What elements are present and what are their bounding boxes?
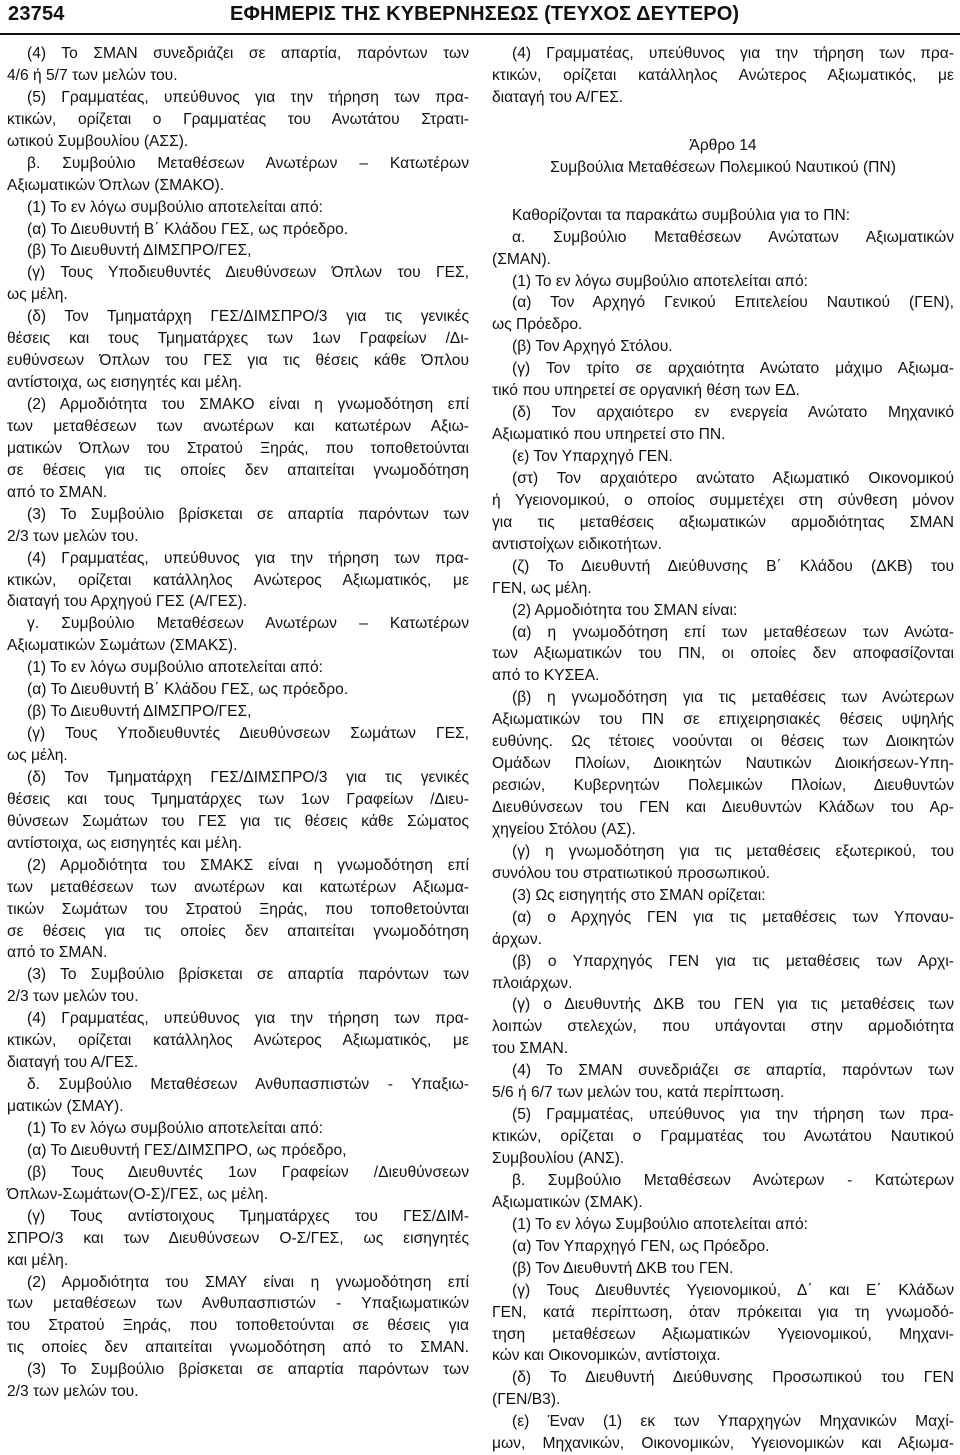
text-line: τις οποίες δεν απαιτείται γνωμοδότηση από το ΣΜΑΝ. — [7, 1339, 469, 1357]
text-line: (4) Το ΣΜΑΝ συνεδριάζει σε απαρτία, παρόντων των — [27, 45, 469, 62]
text-line — [492, 179, 954, 205]
text-line: ευθύνσεων Όπλων του ΓΕΣ για τις θέσεις κάθε Όπλου — [7, 352, 469, 370]
text-line: Άρθρο 14 — [689, 136, 757, 154]
text-line: θέσεις και τους Τμηματάρχες των 1ων Γραφείων /Διευ- — [7, 790, 469, 808]
text-line: (1) Το εν λόγω συμβούλιο αποτελείται από: — [512, 272, 808, 290]
text-line: κτικών, ορίζεται ο Γραμματέας του Ανωτάτου Ναυτικού — [492, 1128, 954, 1146]
text-line: Διευθύνσεων του ΓΕΝ και Διευθυντών Κλάδων του Αρ- — [492, 799, 954, 816]
text-line: κτικών, ορίζεται κατάλληλος Ανώτερος Αξιωματικός, με — [7, 1032, 469, 1050]
right-column — [492, 43, 954, 1455]
text-line: (στ) Τον αρχαιότερο ανώτατο Αξιωματικό Οικονομικού — [512, 469, 954, 487]
text-line: σε θέσεις για τις οποίες δεν απαιτείται γνωμοδότηση — [7, 922, 469, 940]
text-line: Καθορίζονται τα παρακάτω συμβούλια για το ΠΝ: — [512, 206, 851, 224]
text-line: Αξιωματικών Σωμάτων (ΣΜΑΚΣ). — [7, 637, 238, 655]
text-line: (5) Γραμματέας, υπεύθυνος για την τήρηση των πρα- — [512, 1106, 954, 1124]
text-line: διαταγή του Α/ΓΕΣ. — [492, 88, 624, 106]
text-line: (α) ο Αρχηγός ΓΕΝ για τις μεταθέσεις των Υποναυ- — [512, 908, 954, 926]
text-line: (ε) Τον Υπαρχηγό ΓΕΝ. — [512, 448, 673, 465]
text-line: από το ΣΜΑΝ. — [7, 483, 108, 501]
text-line: (δ) Τον Τμηματάρχη ΓΕΣ/ΔΙΜΣΠΡΟ/3 για τις γενικές — [27, 308, 469, 326]
text-line: (α) Το Διευθυντή ΓΕΣ/ΔΙΜΣΠΡΟ, ως πρόεδρο, — [27, 1141, 347, 1159]
text-line: από το ΣΜΑΝ. — [7, 944, 108, 962]
text-line: πλοιάρχων. — [492, 974, 573, 992]
text-line: 5/6 ή 6/7 των μελών του, κατά περίπτωση. — [492, 1084, 785, 1102]
text-line: (4) Γραμματέας, υπεύθυνος για την τήρηση των πρα- — [512, 45, 954, 62]
text-line: ως μέλη. — [7, 286, 68, 304]
text-line: θύνσεων Σωμάτων του ΓΕΣ για τις θέσεις κάθε Σώματος — [7, 812, 469, 830]
text-line: Αξιωματικό που υπηρετεί στο ΠΝ. — [492, 426, 726, 444]
text-line: 2/3 των μελών του. — [7, 1383, 139, 1401]
text-line: (2) Αρμοδιότητα του ΣΜΑΝ είναι: — [512, 601, 738, 619]
text-line: Συμβούλια Μεταθέσεων Πολεμικού Ναυτικού (ΠΝ) — [550, 158, 896, 176]
text-line: (α) Τον Υπαρχηγό ΓΕΝ, ως Πρόεδρο. — [512, 1237, 770, 1255]
text-line: (ΣΜΑΝ). — [492, 250, 552, 268]
text-line: (γ) Τους Υποδιευθυντές Διευθύνσεων Σωμάτων ΓΕΣ, — [27, 725, 469, 743]
text-line: θέσεις και τους Τμηματάρχες των 1ων Γραφείων /Δι- — [7, 330, 469, 348]
text-line: 2/3 των μελών του. — [7, 527, 139, 545]
text-line: (3) Το Συμβούλιο βρίσκεται σε απαρτία παρόντων των — [27, 966, 469, 984]
text-line: (ζ) Το Διευθυντή Διεύθυνσης Β΄ Κλάδου (ΔΚΒ) του — [512, 557, 954, 575]
text-line: β. Συμβούλιο Μεταθέσεων Ανωτέρων – Κατωτέρων — [27, 154, 469, 172]
text-line — [492, 109, 954, 135]
text-line: Αξιωματικών Όπλων (ΣΜΑΚΟ). — [7, 176, 225, 194]
text-line: των Αξιωματικών του ΠΝ, οι οποίες δεν αποφασίζονται — [492, 645, 954, 663]
text-line: διαταγή του Α/ΓΕΣ. — [7, 1054, 139, 1072]
gazette-title: ΕΦΗΜΕΡΙΣ ΤΗΣ ΚΥΒΕΡΝΗΣΕΩΣ (ΤΕΥΧΟΣ ΔΕΥΤΕΡΟ) — [230, 3, 740, 25]
text-line: (γ) Τους Υποδιευθυντές Διευθύνσεων Όπλων του ΓΕΣ, — [27, 264, 469, 282]
text-line: γ. Συμβούλιο Μεταθέσεων Ανωτέρων – Κατωτέρων — [27, 615, 469, 633]
text-line: κτικών, ορίζεται κατάλληλος Ανώτερος Αξιωματικός, με — [492, 66, 954, 84]
text-line: Ομάδων Πλοίων, Διοικητών Ναυτικών Διοικήσεων-Υπη- — [492, 755, 954, 773]
text-line: ρεσιών, Κυβερνητών Πολεμικών Πλοίων, Διευθυντών — [492, 777, 954, 795]
text-line: άρχων. — [492, 930, 542, 948]
text-line: λοιπών στελεχών, που υπάγονται στην αρμοδιότητα — [492, 1018, 954, 1036]
text-line: (γ) η γνωμοδότηση για τις μεταθέσεις εξωτερικού, του — [512, 842, 954, 860]
text-line: 4/6 ή 5/7 των μελών του. — [7, 66, 178, 84]
text-line: δ. Συμβούλιο Μεταθέσεων Ανθυπασπιστών - Υπαξιω- — [27, 1076, 469, 1094]
text-line: (β) Τον Αρχηγό Στόλου. — [512, 338, 673, 356]
text-line: (β) Το Διευθυντή ΔΙΜΣΠΡΟ/ΓΕΣ, — [27, 703, 252, 721]
text-line: (β) η γνωμοδότηση για τις μεταθέσεις των Ανώτερων — [512, 689, 954, 707]
text-line: (3) Το Συμβούλιο βρίσκεται σε απαρτία παρόντων των — [27, 505, 469, 523]
text-line: α. Συμβούλιο Μεταθέσεων Ανώτατων Αξιωματικών — [512, 228, 954, 246]
header-rule — [0, 33, 960, 35]
text-line: ματικών (ΣΜΑΥ). — [7, 1098, 124, 1115]
text-line: (α) Το Διευθυντή Β΄ Κλάδου ΓΕΣ, ως πρόεδρο. — [27, 681, 349, 699]
text-line: (γ) ο Διευθυντής ΔΚΒ του ΓΕΝ για τις μεταθέσεις των — [512, 996, 954, 1014]
text-line: ματικών Όπλων του Στρατού Ξηράς, που τοποθετούνται — [7, 439, 469, 457]
text-line: ΓΕΝ, ως μέλη. — [492, 579, 592, 597]
text-line: ευθύνης. Ως τέτοιες νοούνται οι θέσεις των Διοικητών — [492, 733, 954, 751]
text-line: από το ΚΥΣΕΑ. — [492, 667, 600, 685]
text-line: (δ) Τον Τμηματάρχη ΓΕΣ/ΔΙΜΣΠΡΟ/3 για τις γενικές — [27, 768, 469, 786]
page-number: 23754 — [8, 3, 65, 25]
text-line: (4) Γραμματέας, υπεύθυνος για την τήρηση των πρα- — [27, 549, 469, 567]
text-line: (β) Τον Διευθυντή ΔΚΒ του ΓΕΝ. — [512, 1259, 734, 1277]
text-line: (ΓΕΝ/Β3). — [492, 1391, 561, 1409]
text-line: σε θέσεις για τις οποίες δεν απαιτείται γνωμοδότηση — [7, 461, 469, 479]
text-line: και μέλη. — [7, 1251, 69, 1269]
text-line: (2) Αρμοδιότητα του ΣΜΑΚΣ είναι η γνωμοδότηση επί — [27, 856, 469, 874]
text-line: (δ) Τον αρχαιότερο εν ενεργεία Ανώτατο Μηχανικό — [512, 404, 954, 422]
text-line: του Στρατού Ξηράς, που τοποθετούνται σε θέσεις για — [7, 1317, 469, 1335]
text-line: τικό που υπηρετεί σε οργανική θέση των ΕΔ. — [492, 382, 800, 400]
text-line: Αξιωματικών (ΣΜΑΚ). — [492, 1193, 643, 1211]
text-line: (1) Το εν λόγω συμβούλιο αποτελείται από: — [27, 198, 323, 216]
text-line: (3) Το Συμβούλιο βρίσκεται σε απαρτία παρόντων των — [27, 1361, 469, 1379]
text-line: των μεταθέσεων των ανωτέρων και κατωτέρων Αξιωμα- — [7, 878, 469, 896]
text-line: μων, Μηχανικών, Οικονομικών, Υγειονομικών και Αξιωμα- — [492, 1435, 954, 1453]
text-line: του ΣΜΑΝ. — [492, 1040, 569, 1058]
text-line: (α) Τον Αρχηγό Γενικού Επιτελείου Ναυτικού (ΓΕΝ), — [512, 294, 954, 312]
text-line: τηση μεταθέσεων Αξιωματικών Υγειονομικού, Μηχανι- — [492, 1325, 954, 1343]
text-line: τικών Σωμάτων του Στρατού Ξηράς, που τοποθετούνται — [7, 900, 469, 918]
text-line: (γ) Τον τρίτο σε αρχαιότητα Ανώτατο μάχιμο Αξιωμα- — [512, 360, 954, 378]
text-line: (4) Το ΣΜΑΝ συνεδριάζει σε απαρτία, παρόντων των — [512, 1062, 954, 1080]
text-line: ή Υγειονομικού, ο οποίος συμμετέχει στη σύνθεση μόνον — [492, 491, 954, 509]
text-line: ως Πρόεδρο. — [492, 316, 583, 334]
text-line: (γ) Τους Διευθυντές Υγειονομικού, Δ΄ και Ε΄ Κλάδων — [512, 1281, 954, 1299]
text-line: (5) Γραμματέας, υπεύθυνος για την τήρηση των πρα- — [27, 88, 469, 106]
text-line: (β) Το Διευθυντή ΔΙΜΣΠΡΟ/ΓΕΣ, — [27, 242, 252, 260]
text-line: (3) Ως εισηγητής στο ΣΜΑΝ ορίζεται: — [512, 886, 766, 904]
text-line: αντιστοίχων ειδικοτήτων. — [492, 535, 662, 553]
text-line: των μεταθέσεων των Ανθυπασπιστών - Υπαξιωματικών — [7, 1295, 469, 1313]
left-column — [7, 43, 469, 1403]
text-line: (γ) Τους αντίστοιχους Τμηματάρχες του ΓΕΣ/ΔΙΜ- — [27, 1207, 469, 1225]
page-header — [0, 0, 960, 34]
text-line: (β) Τους Διευθυντές 1ων Γραφείων /Διευθύνσεων — [27, 1163, 469, 1181]
text-line: β. Συμβούλιο Μεταθέσεων Ανώτερων - Κατώτερων — [512, 1171, 954, 1189]
text-line: Αξιωματικών του ΠΝ σε επιχειρησιακές θέσεις υψηλής — [492, 711, 954, 729]
text-line: (δ) Το Διευθυντή Διεύθυνσης Προσωπικού του ΓΕΝ — [512, 1369, 954, 1387]
text-line: (1) Το εν λόγω συμβούλιο αποτελείται από: — [27, 659, 323, 677]
text-line: (β) ο Υπαρχηγός ΓΕΝ για τις μεταθέσεις των Αρχι- — [512, 952, 954, 970]
text-line: των μεταθέσεων των ανωτέρων και κατωτέρων Αξιω- — [7, 417, 469, 435]
text-line: (1) Το εν λόγω Συμβούλιο αποτελείται από: — [512, 1215, 808, 1233]
text-line: (2) Αρμοδιότητα του ΣΜΑΥ είναι η γνωμοδότηση επί — [27, 1273, 469, 1291]
text-line: συνόλου του στρατιωτικού προσωπικού. — [492, 864, 771, 882]
text-line: κτικών, ορίζεται κατάλληλος Ανώτερος Αξιωματικός, με — [7, 571, 469, 589]
text-line: αντίστοιχα, ως εισηγητές και μέλη. — [7, 834, 242, 852]
text-line: Συμβουλίου (ΑΝΣ). — [492, 1150, 625, 1167]
text-line: (4) Γραμματέας, υπεύθυνος για την τήρηση των πρα- — [27, 1010, 469, 1028]
text-line: (α) η γνωμοδότηση επί των μεταθέσεων των Ανώτα- — [512, 623, 954, 641]
text-line: αντίστοιχα, ως εισηγητές και μέλη. — [7, 374, 242, 392]
text-line: 2/3 των μελών του. — [7, 988, 139, 1006]
text-line: (α) Το Διευθυντή Β΄ Κλάδου ΓΕΣ, ως πρόεδρο. — [27, 220, 349, 238]
text-line: χηγείου Στόλου (ΑΣ). — [492, 820, 636, 838]
text-line: ΓΕΝ, κατά περίπτωση, όταν πρόκειται για τη γνωμοδό- — [492, 1303, 954, 1321]
text-line: κτικών, ορίζεται ο Γραμματέας του Ανωτάτου Στρατι- — [7, 110, 469, 128]
text-line: ως μέλη. — [7, 747, 68, 764]
text-line: ΣΠΡΟ/3 και των Διευθύνσεων Ο-Σ/ΓΕΣ, ως εισηγητές — [7, 1229, 469, 1247]
text-line: ωτικού Συμβουλίου (ΑΣΣ). — [7, 132, 189, 150]
text-line: Όπλων-Σωμάτων(Ο-Σ)/ΓΕΣ, ως μέλη. — [7, 1185, 269, 1203]
text-line: για τις μεταθέσεις αξιωματικών αρμοδιότητας ΣΜΑΝ — [492, 513, 954, 531]
text-line: κών και Οικονομικών, αντίστοιχα. — [492, 1347, 721, 1365]
text-line: (2) Αρμοδιότητα του ΣΜΑΚΟ είναι η γνωμοδότηση επί — [27, 396, 469, 413]
text-line: (ε) Έναν (1) εκ των Υπαρχηγών Μηχανικών Μαχί- — [512, 1413, 954, 1431]
text-line: (1) Το εν λόγω συμβούλιο αποτελείται από: — [27, 1119, 323, 1137]
text-line: διαταγή του Αρχηγού ΓΕΣ (Α/ΓΕΣ). — [7, 593, 248, 611]
